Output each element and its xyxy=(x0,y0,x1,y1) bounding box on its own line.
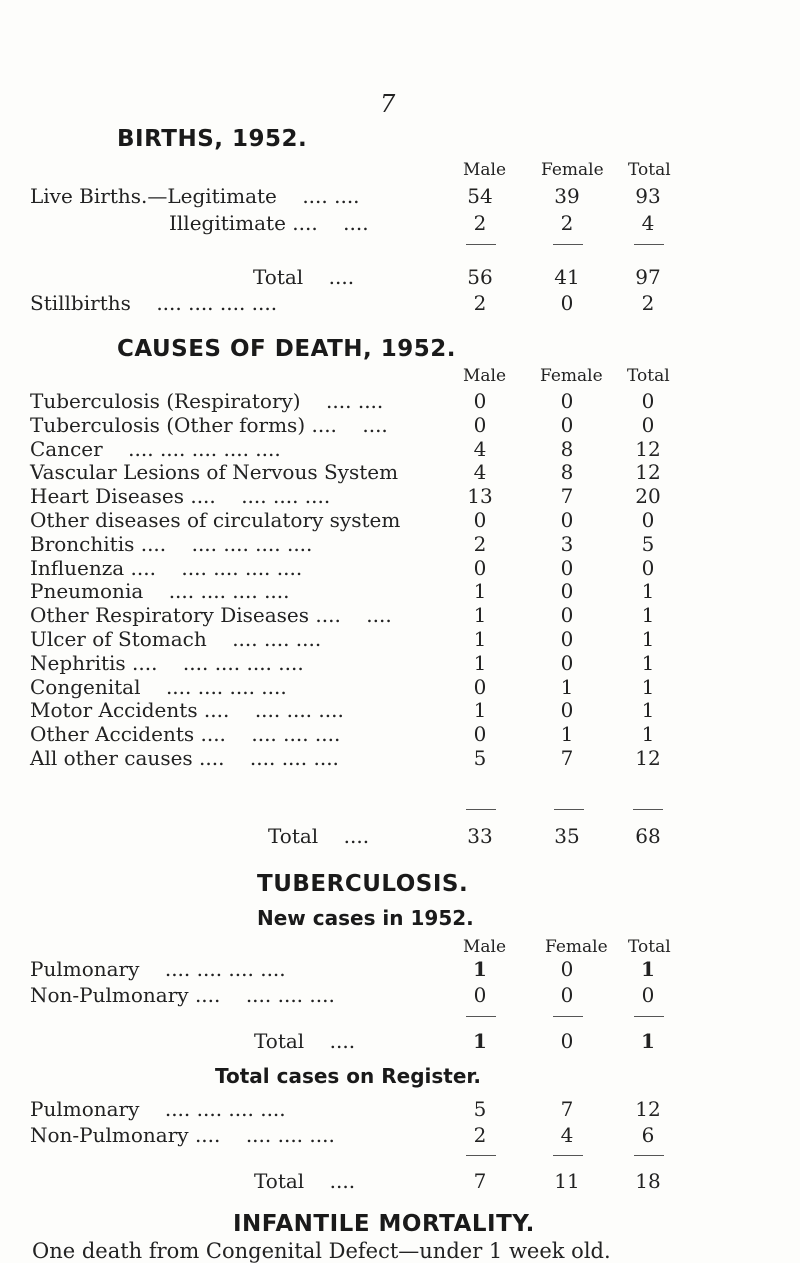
deaths-col-total: Total xyxy=(627,366,670,386)
deaths-row-total: 0 xyxy=(641,389,655,413)
tb-new-pulm-female: 0 xyxy=(560,957,574,981)
tb-reg-pulm-total: 12 xyxy=(635,1097,661,1121)
deaths-row-label: Influenza .... .... .... .... .... xyxy=(30,556,303,580)
deaths-row-male: 0 xyxy=(473,556,487,580)
tb-reg-rule-total xyxy=(634,1155,664,1156)
tb-new-total-female: 0 xyxy=(560,1029,574,1053)
deaths-row-label: Nephritis .... .... .... .... .... xyxy=(30,651,304,675)
deaths-row-total: 12 xyxy=(635,437,661,461)
tb-reg-total-male: 7 xyxy=(473,1169,487,1193)
births-still-female: 0 xyxy=(560,291,574,315)
tb-reg-rule-male xyxy=(466,1155,496,1156)
tb-reg-pulm-female: 7 xyxy=(560,1097,574,1121)
deaths-row-male: 1 xyxy=(473,698,487,722)
births-col-female: Female xyxy=(541,160,604,180)
tb-register-subtitle: Total cases on Register. xyxy=(215,1064,482,1088)
tb-new-total-total: 1 xyxy=(641,1029,655,1053)
tb-reg-total-total: 18 xyxy=(635,1169,661,1193)
deaths-row-label: Other diseases of circulatory system xyxy=(30,508,401,532)
deaths-row-male: 1 xyxy=(473,603,487,627)
tb-new-subtitle: New cases in 1952. xyxy=(257,906,474,930)
tb-new-rule-female xyxy=(553,1016,583,1017)
births-total-female: 41 xyxy=(554,265,580,289)
deaths-row-male: 13 xyxy=(467,484,493,508)
deaths-total-female: 35 xyxy=(554,824,580,848)
deaths-row-female: 0 xyxy=(560,556,574,580)
tb-reg-row-nonpulmonary: Non-Pulmonary .... .... .... .... xyxy=(30,1123,335,1147)
deaths-rule-male xyxy=(466,809,496,810)
births-still-male: 2 xyxy=(473,291,487,315)
infant-text: One death from Congenital Defect—under 1 week old. xyxy=(32,1239,611,1263)
deaths-row-male: 1 xyxy=(473,579,487,603)
tb-new-row-nonpulmonary: Non-Pulmonary .... .... .... .... xyxy=(30,983,335,1007)
deaths-row-total: 1 xyxy=(641,603,655,627)
tb-new-rule-total xyxy=(634,1016,664,1017)
deaths-row-total: 0 xyxy=(641,413,655,437)
page-number: 7 xyxy=(380,90,396,118)
deaths-row-label: Vascular Lesions of Nervous System xyxy=(30,460,399,484)
tb-reg-row-total: Total .... xyxy=(254,1169,356,1193)
births-illeg-total: 4 xyxy=(641,211,655,235)
births-illeg-male: 2 xyxy=(473,211,487,235)
deaths-row-female: 0 xyxy=(560,651,574,675)
births-rule-female xyxy=(553,244,583,245)
tb-title: TUBERCULOSIS. xyxy=(257,871,469,897)
deaths-row-total: 1 xyxy=(641,627,655,651)
deaths-row-male: 5 xyxy=(473,746,487,770)
tb-reg-rule-female xyxy=(553,1155,583,1156)
deaths-row-label: Cancer .... .... .... .... .... xyxy=(30,437,281,461)
deaths-row-male: 4 xyxy=(473,460,487,484)
deaths-row-total: 12 xyxy=(635,460,661,484)
deaths-row-female: 0 xyxy=(560,698,574,722)
tb-new-nonpulm-female: 0 xyxy=(560,983,574,1007)
tb-col-female: Female xyxy=(545,937,608,957)
deaths-row-male: 4 xyxy=(473,437,487,461)
deaths-row-male: 0 xyxy=(473,675,487,699)
deaths-total-total: 68 xyxy=(635,824,661,848)
deaths-row-female: 0 xyxy=(560,603,574,627)
deaths-col-female: Female xyxy=(540,366,603,386)
deaths-row-label: Congenital .... .... .... .... xyxy=(30,675,287,699)
infant-title: INFANTILE MORTALITY. xyxy=(233,1211,535,1237)
tb-reg-nonpulm-total: 6 xyxy=(641,1123,655,1147)
deaths-row-total: Total .... xyxy=(268,824,370,848)
tb-new-nonpulm-male: 0 xyxy=(473,983,487,1007)
deaths-row-female: 3 xyxy=(560,532,574,556)
deaths-row-total: 1 xyxy=(641,722,655,746)
deaths-row-female: 1 xyxy=(560,675,574,699)
births-row-total: Total .... xyxy=(253,265,355,289)
births-illeg-female: 2 xyxy=(560,211,574,235)
tb-new-row-pulmonary: Pulmonary .... .... .... .... xyxy=(30,957,286,981)
deaths-row-female: 0 xyxy=(560,413,574,437)
tb-new-row-total: Total .... xyxy=(254,1029,356,1053)
births-rule-total xyxy=(634,244,664,245)
tb-reg-nonpulm-female: 4 xyxy=(560,1123,574,1147)
deaths-row-male: 1 xyxy=(473,627,487,651)
deaths-row-total: 5 xyxy=(641,532,655,556)
deaths-row-total: 1 xyxy=(641,651,655,675)
deaths-row-label: Tuberculosis (Other forms) .... .... xyxy=(30,413,388,437)
births-legit-total: 93 xyxy=(635,184,661,208)
deaths-row-female: 8 xyxy=(560,437,574,461)
deaths-row-female: 0 xyxy=(560,627,574,651)
deaths-row-male: 0 xyxy=(473,508,487,532)
deaths-row-label: Ulcer of Stomach .... .... .... xyxy=(30,627,322,651)
deaths-row-total: 20 xyxy=(635,484,661,508)
tb-reg-nonpulm-male: 2 xyxy=(473,1123,487,1147)
births-legit-female: 39 xyxy=(554,184,580,208)
births-col-total: Total xyxy=(628,160,671,180)
tb-new-pulm-total: 1 xyxy=(641,957,655,981)
deaths-row-total: 12 xyxy=(635,746,661,770)
births-rule-male xyxy=(466,244,496,245)
tb-new-rule-male xyxy=(466,1016,496,1017)
deaths-row-label: Motor Accidents .... .... .... .... xyxy=(30,698,344,722)
tb-reg-pulm-male: 5 xyxy=(473,1097,487,1121)
deaths-row-label: Bronchitis .... .... .... .... .... xyxy=(30,532,313,556)
tb-new-pulm-male: 1 xyxy=(473,957,487,981)
births-total-male: 56 xyxy=(467,265,493,289)
births-still-total: 2 xyxy=(641,291,655,315)
tb-col-total: Total xyxy=(628,937,671,957)
deaths-row-male: 0 xyxy=(473,389,487,413)
tb-new-nonpulm-total: 0 xyxy=(641,983,655,1007)
deaths-row-female: 7 xyxy=(560,484,574,508)
deaths-col-male: Male xyxy=(463,366,507,386)
tb-reg-row-pulmonary: Pulmonary .... .... .... .... xyxy=(30,1097,286,1121)
births-col-male: Male xyxy=(463,160,507,180)
deaths-row-label: Tuberculosis (Respiratory) .... .... xyxy=(30,389,384,413)
deaths-row-total: 0 xyxy=(641,508,655,532)
deaths-row-female: 1 xyxy=(560,722,574,746)
deaths-row-male: 1 xyxy=(473,651,487,675)
tb-col-male: Male xyxy=(463,937,507,957)
tb-new-total-male: 1 xyxy=(473,1029,487,1053)
deaths-row-total: 1 xyxy=(641,675,655,699)
deaths-row-label: All other causes .... .... .... .... xyxy=(30,746,339,770)
deaths-row-female: 0 xyxy=(560,579,574,603)
deaths-row-label: Pneumonia .... .... .... .... xyxy=(30,579,290,603)
deaths-row-female: 7 xyxy=(560,746,574,770)
deaths-row-total: 0 xyxy=(641,556,655,580)
deaths-rule-female xyxy=(554,809,584,810)
deaths-row-female: 0 xyxy=(560,508,574,532)
deaths-row-male: 0 xyxy=(473,722,487,746)
births-legit-male: 54 xyxy=(467,184,493,208)
deaths-row-label: Other Accidents .... .... .... .... xyxy=(30,722,341,746)
deaths-row-male: 2 xyxy=(473,532,487,556)
births-title: BIRTHS, 1952. xyxy=(117,126,308,152)
tb-reg-total-female: 11 xyxy=(554,1169,580,1193)
deaths-title: CAUSES OF DEATH, 1952. xyxy=(117,336,457,362)
deaths-row-total: 1 xyxy=(641,698,655,722)
deaths-row-male: 0 xyxy=(473,413,487,437)
deaths-row-label: Other Respiratory Diseases .... .... xyxy=(30,603,392,627)
deaths-row-total: 1 xyxy=(641,579,655,603)
births-row-legitimate: Live Births.—Legitimate .... .... xyxy=(30,184,360,208)
deaths-row-female: 0 xyxy=(560,389,574,413)
births-total-total: 97 xyxy=(635,265,661,289)
deaths-total-male: 33 xyxy=(467,824,493,848)
deaths-rule-total xyxy=(633,809,663,810)
deaths-row-label: Heart Diseases .... .... .... .... xyxy=(30,484,331,508)
births-row-stillbirths: Stillbirths .... .... .... .... xyxy=(30,291,278,315)
births-row-illegitimate: Illegitimate .... .... xyxy=(169,211,369,235)
deaths-row-female: 8 xyxy=(560,460,574,484)
